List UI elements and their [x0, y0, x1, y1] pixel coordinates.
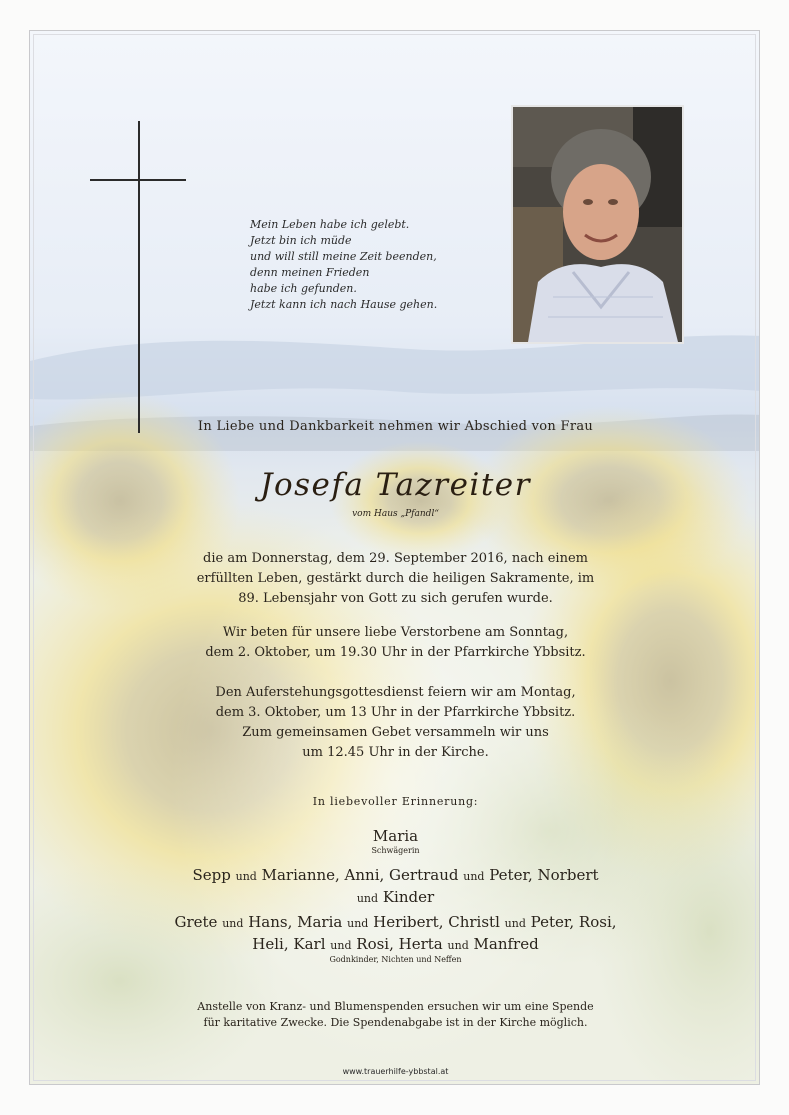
farewell-intro: In Liebe und Dankbarkeit nehmen wir Abschied von Frau — [197, 419, 594, 434]
text-line: die am Donnerstag, dem 29. September 2016, nach einem — [203, 551, 588, 566]
donation-notice — [30, 999, 760, 1031]
poem-line: habe ich gefunden. — [250, 282, 357, 295]
prayer-announcement — [30, 623, 760, 663]
text-line: dem 2. Oktober, um 19.30 Uhr in der Pfarrkirche Ybbsitz. — [205, 645, 586, 660]
text-line: erfüllten Leben, gestärkt durch die heiligen Sakramente, im — [196, 571, 595, 586]
mourner-line: und Kinder — [356, 888, 435, 906]
mourner-group-children — [30, 865, 760, 909]
text-line: dem 3. Oktober, um 13 Uhr in der Pfarrkirche Ybbsitz. — [215, 705, 576, 720]
text-line: Den Auferstehungsgottesdienst feiern wir am Montag, — [215, 685, 576, 700]
cross-horizontal-bar — [90, 179, 186, 181]
poem-line: denn meinen Frieden — [250, 266, 370, 279]
mourner-role: Godnkinder, Nichten und Neffen — [329, 955, 462, 964]
website-url[interactable]: www.trauerhilfe-ybbstal.at — [342, 1067, 449, 1076]
mourner-maria: Maria — [372, 827, 419, 845]
house-name: vom Haus „Pfandl“ — [352, 509, 439, 519]
mourner-line: Sepp und Marianne, Anni, Gertraud und Peter, Norbert — [192, 866, 599, 884]
mourner-role: Schwägerin — [371, 846, 420, 855]
mourner-line: Heli, Karl und Rosi, Herta und Manfred — [252, 935, 539, 953]
mourner-group-godchildren — [30, 912, 760, 956]
mourner-line: Grete und Hans, Maria und Heribert, Christl und Peter, Rosi, — [174, 913, 617, 931]
poem-line: und will still meine Zeit beenden, — [250, 250, 437, 263]
poem — [250, 217, 510, 313]
text-line: Wir beten für unsere liebe Verstorbene am Sonntag, — [222, 625, 569, 640]
text-line: um 12.45 Uhr in der Kirche. — [302, 745, 489, 760]
text-line: für karitative Zwecke. Die Spendenabgabe ist in der Kirche möglich. — [203, 1016, 588, 1029]
cross-vertical-bar — [138, 121, 140, 433]
portrait-photo — [511, 105, 684, 344]
text-line: 89. Lebensjahr von Gott zu sich gerufen wurde. — [238, 591, 553, 606]
memory-heading: In liebevoller Erinnerung: — [312, 795, 479, 808]
poem-line: Jetzt bin ich müde — [250, 234, 352, 247]
card-frame — [29, 30, 760, 1085]
poem-line: Mein Leben habe ich gelebt. — [250, 218, 410, 231]
funeral-service-announcement — [30, 683, 760, 763]
text-line: Zum gemeinsamen Gebet versammeln wir uns — [242, 725, 549, 740]
text-line: Anstelle von Kranz- und Blumenspenden ersuchen wir um eine Spende — [197, 1000, 594, 1013]
poem-line: Jetzt kann ich nach Hause gehen. — [250, 298, 438, 311]
deceased-name: Josefa Tazreiter — [260, 467, 531, 503]
death-announcement — [30, 549, 760, 609]
